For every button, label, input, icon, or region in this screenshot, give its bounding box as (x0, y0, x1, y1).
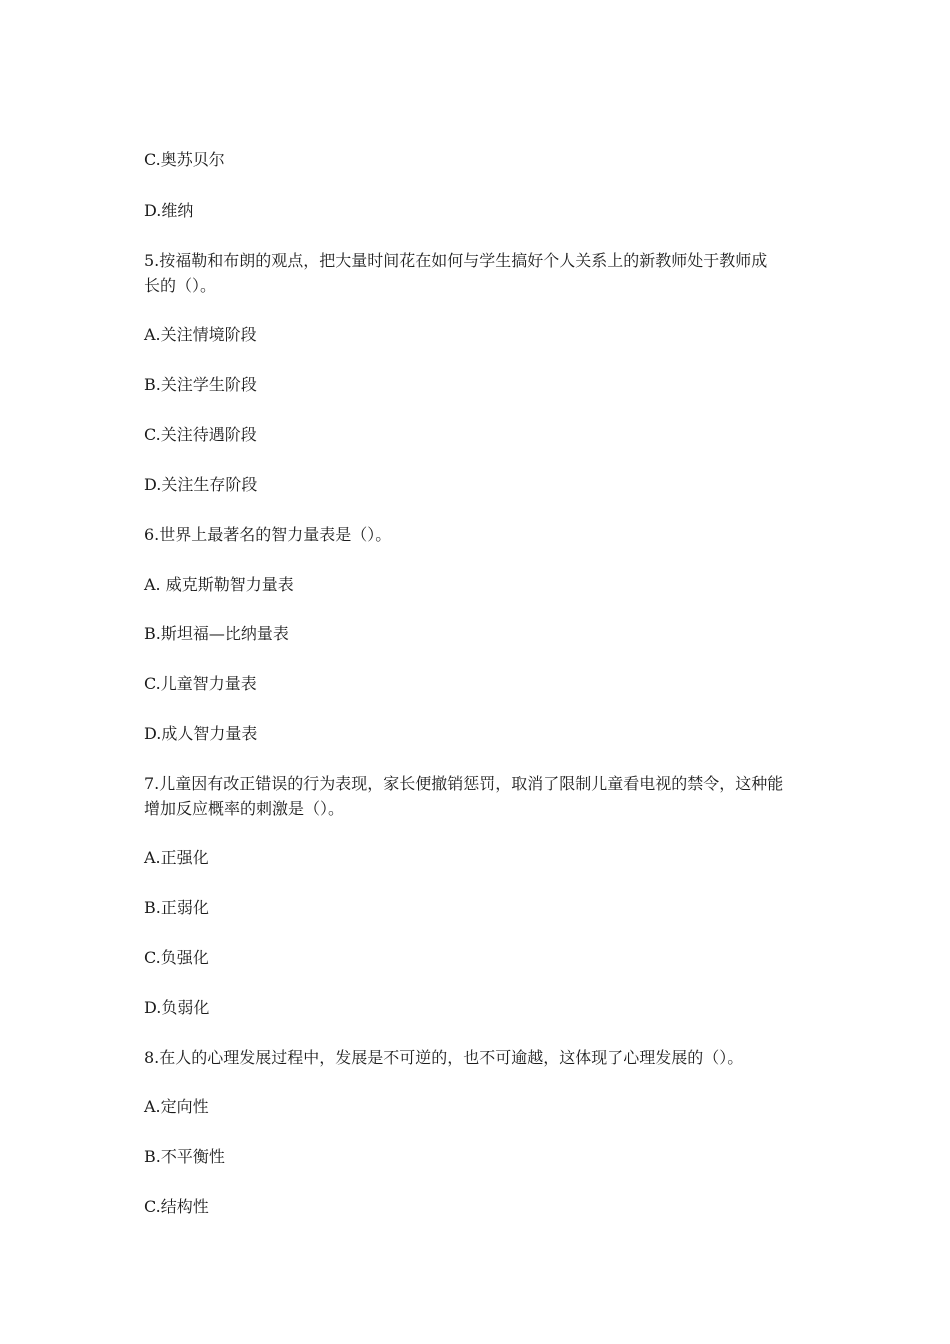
q5-option-b: B.关注学生阶段 (144, 375, 257, 394)
q8-stem: 8.在人的心理发展过程中，发展是不可逆的，也不可逾越，这体现了心理发展的（）。 (144, 1048, 744, 1067)
q4-option-d: D.维纳 (144, 201, 194, 220)
q5-stem-line2: 长的（）。 (144, 276, 217, 295)
q7-option-c: C.负强化 (144, 948, 209, 967)
q6-stem: 6.世界上最著名的智力量表是（）。 (144, 525, 392, 544)
q7-option-d: D.负弱化 (144, 998, 210, 1017)
q5-option-d: D.关注生存阶段 (144, 475, 258, 494)
q7-stem-line1: 7.儿童因有改正错误的行为表现，家长便撤销惩罚，取消了限制儿童看电视的禁令，这种能 (144, 774, 784, 793)
q8-option-a: A.定向性 (144, 1097, 209, 1116)
q4-option-c: C.奥苏贝尔 (144, 150, 225, 169)
q7-stem-line2: 增加反应概率的刺激是（）。 (144, 799, 345, 818)
q6-option-b: B.斯坦福—比纳量表 (144, 624, 289, 643)
q7-option-b: B.正弱化 (144, 898, 209, 917)
q8-option-b: B.不平衡性 (144, 1147, 225, 1166)
q7-option-a: A.正强化 (144, 848, 209, 867)
q6-option-c: C.儿童智力量表 (144, 674, 257, 693)
q6-option-d: D.成人智力量表 (144, 724, 258, 743)
q5-option-c: C.关注待遇阶段 (144, 425, 257, 444)
q5-option-a: A.关注情境阶段 (144, 325, 257, 344)
q5-stem-line1: 5.按福勒和布朗的观点，把大量时间花在如何与学生搞好个人关系上的新教师处于教师成 (144, 251, 768, 270)
q8-option-c: C.结构性 (144, 1197, 209, 1216)
q6-option-a: A. 威克斯勒智力量表 (144, 575, 294, 594)
